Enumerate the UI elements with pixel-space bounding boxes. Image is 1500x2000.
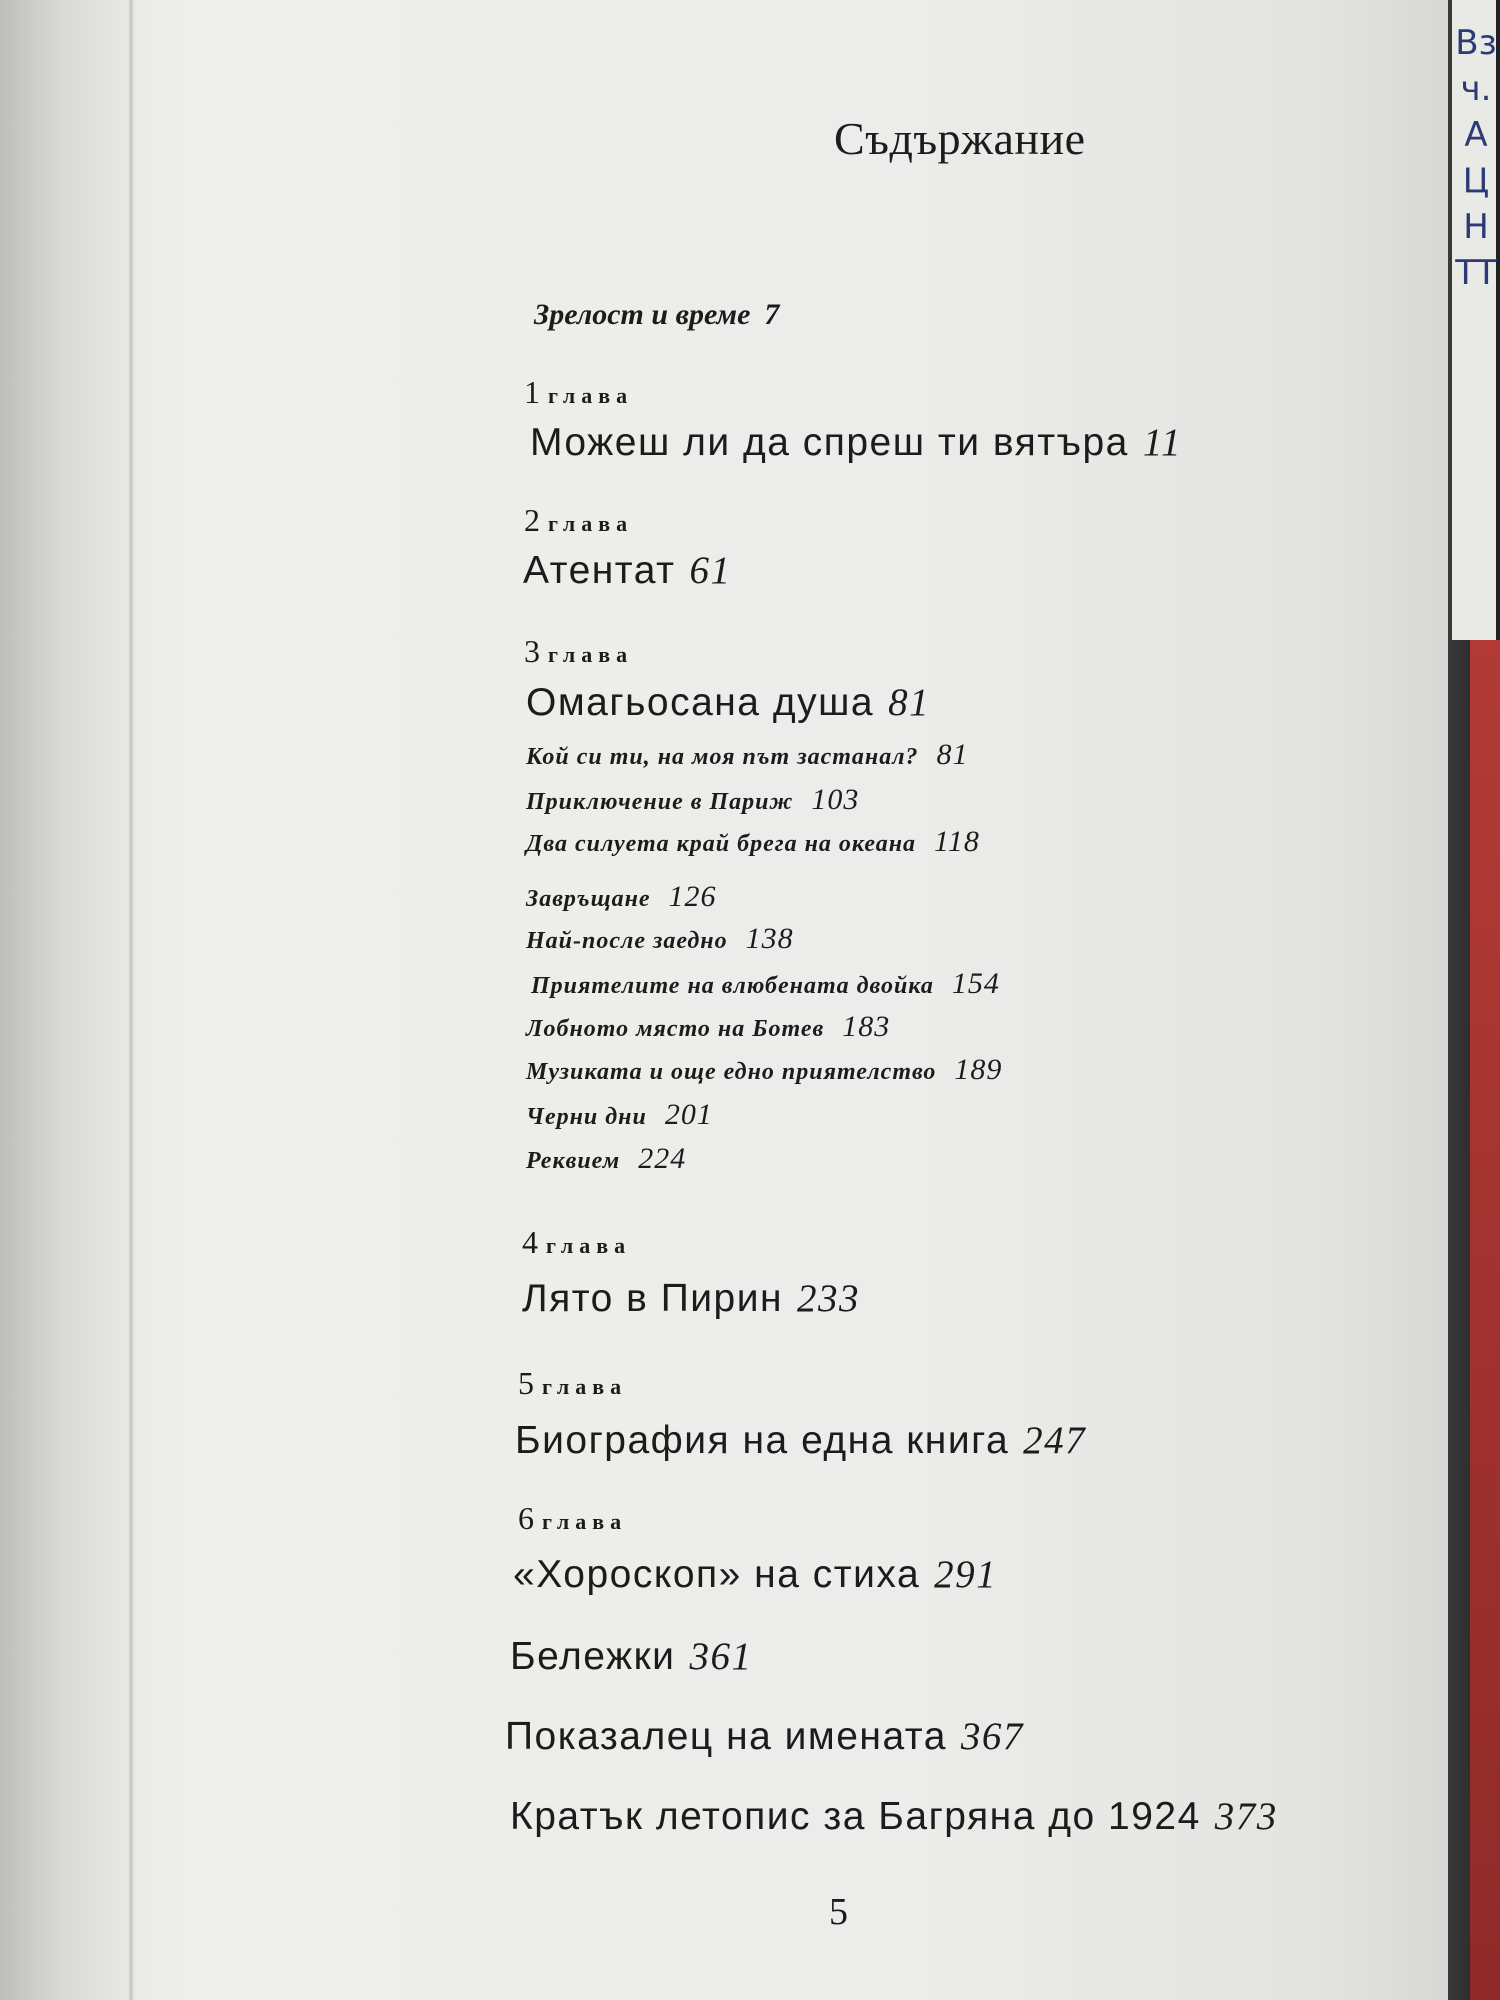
toc-entry-text: Показалец на имената [505, 1715, 947, 1758]
section-entry [526, 783, 859, 817]
toc-page-number: 373 [1214, 1795, 1278, 1838]
toc-page-number: 118 [934, 825, 980, 858]
toc-page-number: 126 [668, 880, 717, 913]
section-text: Два силуета край брега на океана [526, 831, 917, 857]
section-entry [531, 967, 1000, 1001]
toc-entry-index [505, 1714, 1024, 1759]
page-number: 5 [829, 1891, 848, 1933]
toc-entry-intro [534, 298, 779, 332]
section-text: Черни дни [526, 1104, 647, 1130]
toc-page-number: 291 [934, 1553, 998, 1596]
chapter-label-5 [518, 1365, 627, 1402]
chapter-title-2 [523, 548, 731, 593]
toc-page-number: 183 [842, 1010, 891, 1043]
chapter-number: 1 [524, 374, 540, 410]
toc-page-number: 81 [936, 738, 969, 771]
chapter-title-1 [530, 420, 1182, 465]
chapter-title-4 [522, 1276, 860, 1321]
handwritten-note: Взч. АЦНТТ [1455, 23, 1497, 293]
section-text: Завръщане [526, 886, 651, 912]
toc-page-number: 11 [1142, 421, 1182, 464]
chapter-title-text: Лято в Пирин [522, 1277, 784, 1320]
chapter-number: 2 [524, 502, 540, 538]
section-entry [526, 1098, 713, 1132]
toc-entry-text: Зрелост и време [534, 298, 751, 331]
chapter-title-text: Можеш ли да спреш ти вятъра [530, 421, 1129, 464]
chapter-title-6 [513, 1552, 997, 1597]
section-text: Музиката и още едно приятелство [526, 1059, 937, 1085]
toc-page-number: 7 [764, 298, 780, 331]
section-text: Кой си ти, на моя път застанал? [526, 744, 919, 770]
section-text: Приятелите на влюбената двойка [531, 973, 934, 999]
section-entry [526, 1053, 1002, 1087]
toc-page-number: 224 [638, 1142, 687, 1175]
chapter-word: глава [548, 511, 634, 536]
chapter-word: глава [548, 642, 634, 667]
toc-page-number: 201 [664, 1098, 713, 1131]
chapter-title-5 [515, 1418, 1086, 1463]
chapter-label-1 [524, 374, 633, 411]
chapter-word: глава [542, 1509, 628, 1534]
toc-entry-text: Бележки [510, 1635, 676, 1678]
toc-entry-notes [510, 1634, 752, 1679]
chapter-label-2 [524, 502, 633, 539]
chapter-word: глава [546, 1233, 632, 1258]
section-text: Най-после заедно [526, 928, 728, 954]
section-entry [526, 738, 969, 772]
chapter-label-6 [518, 1500, 627, 1537]
toc-page-number: 103 [811, 783, 860, 816]
chapter-word: глава [542, 1374, 628, 1399]
toc-entry-text: Кратък летопис за Багряна до 1924 [510, 1795, 1201, 1838]
toc-page-number: 247 [1023, 1419, 1087, 1462]
chapter-number: 5 [518, 1365, 534, 1401]
chapter-word: глава [548, 383, 634, 408]
toc-page-number: 61 [689, 549, 732, 592]
chapter-number: 3 [524, 633, 540, 669]
section-entry [526, 1010, 890, 1044]
chapter-title-text: Омагьосана душа [526, 681, 875, 724]
section-text: Реквием [526, 1148, 621, 1174]
chapter-number: 4 [522, 1224, 538, 1260]
toc-page-number: 361 [689, 1635, 753, 1678]
chapter-label-3 [524, 633, 633, 670]
chapter-title-text: «Хороскоп» на стиха [513, 1553, 921, 1596]
toc-page-number: 154 [951, 967, 1000, 1000]
chapter-title-text: Атентат [523, 549, 676, 592]
section-entry [526, 1142, 686, 1176]
section-text: Лобното място на Ботев [526, 1016, 825, 1042]
section-entry [526, 880, 717, 914]
toc-page-number: 233 [797, 1277, 861, 1320]
toc-page-number: 189 [954, 1053, 1003, 1086]
section-entry [526, 922, 794, 956]
section-text: Приключение в Париж [526, 789, 794, 815]
chapter-label-4 [522, 1224, 631, 1261]
page-title: Съдържание [834, 113, 1086, 164]
chapter-title-3 [526, 680, 930, 725]
chapter-number: 6 [518, 1500, 534, 1536]
chapter-title-text: Биография на една книга [515, 1419, 1010, 1462]
toc-page-number: 81 [888, 681, 931, 724]
toc-page-number: 367 [960, 1715, 1024, 1758]
red-book-edge [1470, 640, 1500, 2000]
section-entry [526, 825, 980, 859]
toc-page-number: 138 [745, 922, 794, 955]
toc-entry-chronicle [510, 1794, 1278, 1839]
